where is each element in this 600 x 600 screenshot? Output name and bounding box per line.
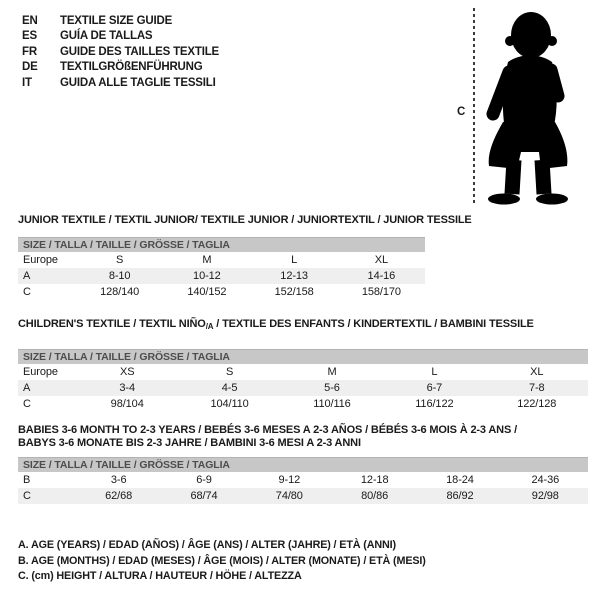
size-value-cell: M [327, 366, 337, 378]
size-value-cell: L [431, 366, 438, 378]
size-value-cell: 110/116 [313, 398, 351, 410]
size-value-cell: 128/140 [100, 286, 140, 298]
footnote-age-months: B. AGE (MONTHS) / EDAD (MESES) / ÂGE (MOIS) / ALTER (MONATE) / ETÀ (MESI) [18, 554, 426, 567]
size-value-cell: 80/86 [332, 488, 417, 504]
size-value-cell: 62/68 [76, 488, 161, 504]
table-row [18, 488, 588, 504]
row-label-cell: C [23, 286, 31, 298]
table-row [18, 472, 588, 488]
section-title-subscript: /A [205, 322, 214, 331]
size-value-cell: 92/98 [503, 488, 588, 504]
language-row [22, 29, 219, 44]
size-value-cell: 86/92 [417, 488, 502, 504]
language-row [22, 14, 219, 29]
height-measure-label: C [457, 106, 466, 118]
language-code: FR [22, 45, 37, 58]
size-value-cell: 7-8 [486, 380, 588, 396]
section-title-line: BABIES 3-6 MONTH TO 2-3 YEARS / BEBÉS 3-6 MESES A 2-3 AÑOS / BÉBÉS 3-6 MOIS À 2-3 ANS / [18, 424, 517, 436]
language-code: ES [22, 30, 37, 43]
language-label: GUIDA ALLE TAGLIE TESSILI [60, 76, 216, 89]
size-value-cell: 152/158 [274, 286, 314, 298]
row-label-cell: C [23, 398, 31, 410]
language-label: GUIDE DES TAILLES TEXTILE [60, 45, 219, 58]
size-value-cell: M [202, 254, 212, 266]
babies-size-table [18, 472, 588, 504]
size-value-cell: 158/170 [361, 286, 401, 298]
language-row [22, 45, 219, 60]
section-title-part: CHILDREN'S TEXTILE / TEXTIL NIÑO [18, 318, 206, 330]
size-value-cell: XL [374, 254, 388, 266]
row-label-cell: B [23, 474, 31, 486]
section-title: JUNIOR TEXTILE / TEXTIL JUNIOR/ TEXTILE JUNIOR / JUNIORTEXTIL / JUNIOR TESSILE [18, 214, 472, 226]
row-label-cell: A [18, 268, 76, 284]
table-row [18, 284, 425, 300]
size-value-cell: XL [530, 366, 544, 378]
language-label: TEXTILGRÖßENFÜHRUNG [60, 61, 203, 74]
size-value-cell: 18-24 [446, 474, 474, 486]
size-value-cell: 140/152 [187, 286, 227, 298]
language-row [22, 76, 219, 91]
language-header [22, 14, 219, 91]
size-value-cell: S [225, 366, 234, 378]
size-value-cell: 10-12 [163, 268, 250, 284]
size-value-cell: 3-4 [76, 380, 178, 396]
children-textile-section [18, 318, 588, 412]
size-value-cell: 116/122 [415, 398, 454, 410]
size-value-cell: 122/128 [517, 398, 557, 410]
table-row [18, 396, 588, 412]
section-title [18, 318, 588, 333]
size-value-cell: XS [119, 366, 135, 378]
size-value-cell: 68/74 [161, 488, 246, 504]
size-value-cell: 24-36 [531, 474, 560, 486]
babies-textile-section [18, 424, 588, 504]
size-value-cell: 104/110 [210, 398, 249, 410]
size-value-cell: 98/104 [110, 398, 144, 410]
footnotes [18, 538, 426, 585]
size-value-cell: S [116, 254, 124, 266]
row-label-cell: Europe [23, 366, 58, 378]
language-code: DE [22, 61, 38, 74]
table-row [18, 252, 425, 268]
size-value-cell: 5-6 [281, 380, 383, 396]
table-row [18, 268, 425, 284]
junior-textile-section [18, 214, 472, 300]
junior-size-table [18, 252, 425, 300]
table-row [18, 364, 588, 380]
section-title-line: BABYS 3-6 MONATE BIS 2-3 JAHRE / BAMBINI 3-6 MESI A 2-3 ANNI [18, 437, 361, 449]
size-header-bar: SIZE / TALLA / TAILLE / GRÖSSE / TAGLIA [18, 237, 425, 252]
size-value-cell: 8-10 [76, 268, 163, 284]
size-value-cell: L [291, 254, 298, 266]
size-value-cell: 12-18 [360, 474, 389, 486]
language-label: GUÍA DE TALLAS [60, 30, 153, 43]
size-value-cell: 6-7 [383, 380, 485, 396]
language-label: TEXTILE SIZE GUIDE [60, 15, 173, 27]
footnote-age-years: A. AGE (YEARS) / EDAD (AÑOS) / ÂGE (ANS) / ALTER (JAHRE) / ETÀ (ANNI) [18, 539, 396, 551]
size-value-cell: 6-9 [196, 474, 212, 486]
size-value-cell: 3-6 [110, 474, 127, 486]
section-title-part: / TEXTILE DES ENFANTS / KINDERTEXTIL / BAMBINI TESSILE [213, 318, 534, 330]
footnote-height-cm: C. (cm) HEIGHT / ALTURA / HAUTEUR / HÖHE / ALTEZZA [18, 570, 302, 583]
language-code: IT [22, 76, 32, 89]
height-measure-dotted-line [473, 8, 475, 206]
children-size-table [18, 364, 588, 412]
language-row [22, 60, 219, 75]
size-header-bar: SIZE / TALLA / TAILLE / GRÖSSE / TAGLIA [18, 349, 588, 364]
row-label-cell: Europe [23, 254, 58, 266]
size-value-cell: 9-12 [278, 474, 301, 486]
row-label-cell: A [18, 380, 76, 396]
row-label-cell: C [18, 488, 76, 504]
size-value-cell: 12-13 [251, 268, 338, 284]
size-value-cell: 74/80 [247, 488, 332, 504]
size-value-cell: 4-5 [178, 380, 280, 396]
size-header-bar: SIZE / TALLA / TAILLE / GRÖSSE / TAGLIA [18, 457, 588, 472]
language-code: EN [22, 15, 38, 27]
toddler-silhouette-icon [483, 10, 573, 206]
size-value-cell: 14-16 [338, 268, 425, 284]
table-row [18, 380, 588, 396]
